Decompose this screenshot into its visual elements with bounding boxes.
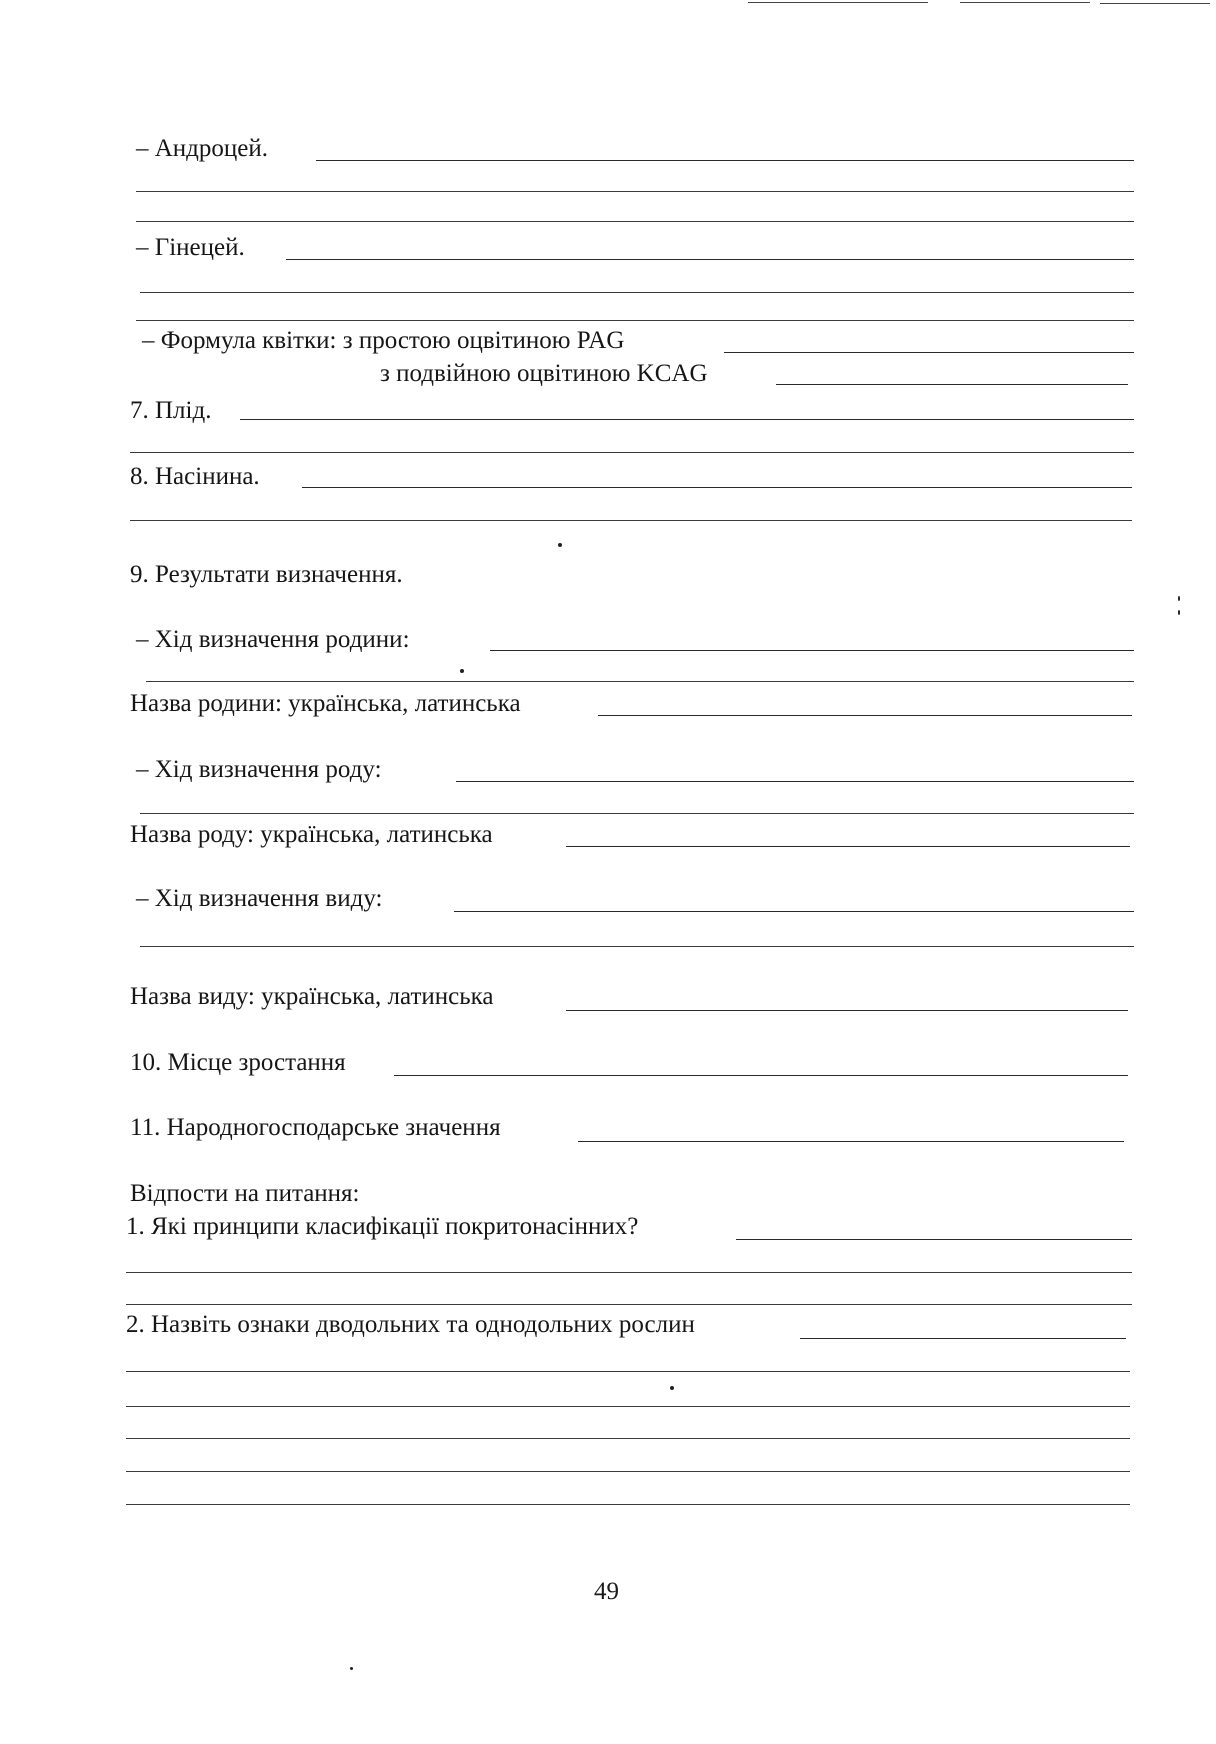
formula-double-label: з подвійною оцвітиною KCAG [380, 360, 708, 387]
speck [1178, 610, 1180, 615]
speck [670, 1386, 674, 1390]
scan-edge-mark [748, 2, 928, 3]
speck [350, 1667, 353, 1670]
question-1-answer-line[interactable] [736, 1239, 1132, 1240]
vyd-name-label: Назва виду: українська, латинська [130, 983, 494, 1010]
nasinyna-label: 8. Насінина. [130, 463, 260, 490]
rid-name-label: Назва роду: українська, латинська [130, 821, 493, 848]
rid-course-answer-line[interactable] [140, 813, 1134, 814]
question-2-answer-line[interactable] [126, 1471, 1130, 1472]
vyd-course-answer-line[interactable] [454, 911, 1134, 912]
formula-simple-label: – Формула квітки: з простою оцвітиною PAG [142, 327, 625, 354]
rid-name-answer-line[interactable] [566, 846, 1130, 847]
nasinyna-answer-line[interactable] [130, 520, 1132, 521]
question-1-answer-line[interactable] [126, 1272, 1132, 1273]
vyd-name-answer-line[interactable] [566, 1010, 1128, 1011]
question-2-answer-line[interactable] [800, 1338, 1126, 1339]
scan-edge-mark [960, 2, 1090, 3]
rid-course-answer-line[interactable] [456, 781, 1134, 782]
speck [460, 669, 464, 673]
question-1-label: 1. Які принципи класифікації покритонасінних? [126, 1213, 639, 1240]
question-2-answer-line[interactable] [126, 1438, 1130, 1439]
question-1-answer-line[interactable] [126, 1304, 1132, 1305]
rodyna-course-answer-line[interactable] [490, 650, 1134, 651]
rodyna-course-label: – Хід визначення родини: [136, 626, 410, 653]
ginetsei-answer-line[interactable] [286, 259, 1134, 260]
formula-double-answer-line[interactable] [776, 384, 1128, 385]
plid-answer-line[interactable] [240, 419, 1134, 420]
rid-course-label: – Хід визначення роду: [136, 756, 382, 783]
misce-answer-line[interactable] [394, 1075, 1128, 1076]
formula-simple-answer-line[interactable] [724, 352, 1134, 353]
rodyna-course-answer-line[interactable] [146, 681, 1134, 682]
znachennia-label: 11. Народногосподарське значення [130, 1114, 501, 1141]
question-2-label: 2. Назвіть ознаки дводольних та однодольних рослин [126, 1311, 695, 1338]
rodyna-name-label: Назва родини: українська, латинська [130, 690, 521, 717]
znachennia-answer-line[interactable] [578, 1141, 1124, 1142]
questions-heading: Відпости на питання: [130, 1180, 360, 1207]
speck [1178, 596, 1180, 601]
question-2-answer-line[interactable] [126, 1371, 1130, 1372]
ginetsei-label: – Гінецей. [136, 234, 245, 261]
vyd-course-answer-line[interactable] [140, 946, 1134, 947]
misce-label: 10. Місце зростання [130, 1049, 346, 1076]
results-heading: 9. Результати визначення. [130, 561, 403, 588]
ginetsei-answer-line[interactable] [140, 292, 1134, 293]
androcei-answer-line[interactable] [316, 160, 1134, 161]
androcei-label: – Андроцей. [136, 135, 269, 162]
speck [558, 543, 562, 547]
rodyna-name-answer-line[interactable] [598, 715, 1132, 716]
ginetsei-answer-line[interactable] [136, 320, 1134, 321]
question-2-answer-line[interactable] [126, 1406, 1130, 1407]
androcei-answer-line[interactable] [136, 191, 1134, 192]
question-2-answer-line[interactable] [126, 1504, 1130, 1505]
plid-answer-line[interactable] [130, 452, 1134, 453]
nasinyna-answer-line[interactable] [302, 487, 1132, 488]
page-number: 49 [594, 1578, 619, 1605]
androcei-answer-line[interactable] [136, 221, 1134, 222]
plid-label: 7. Плід. [130, 397, 212, 424]
vyd-course-label: – Хід визначення виду: [136, 885, 383, 912]
scan-edge-mark [1100, 3, 1210, 4]
